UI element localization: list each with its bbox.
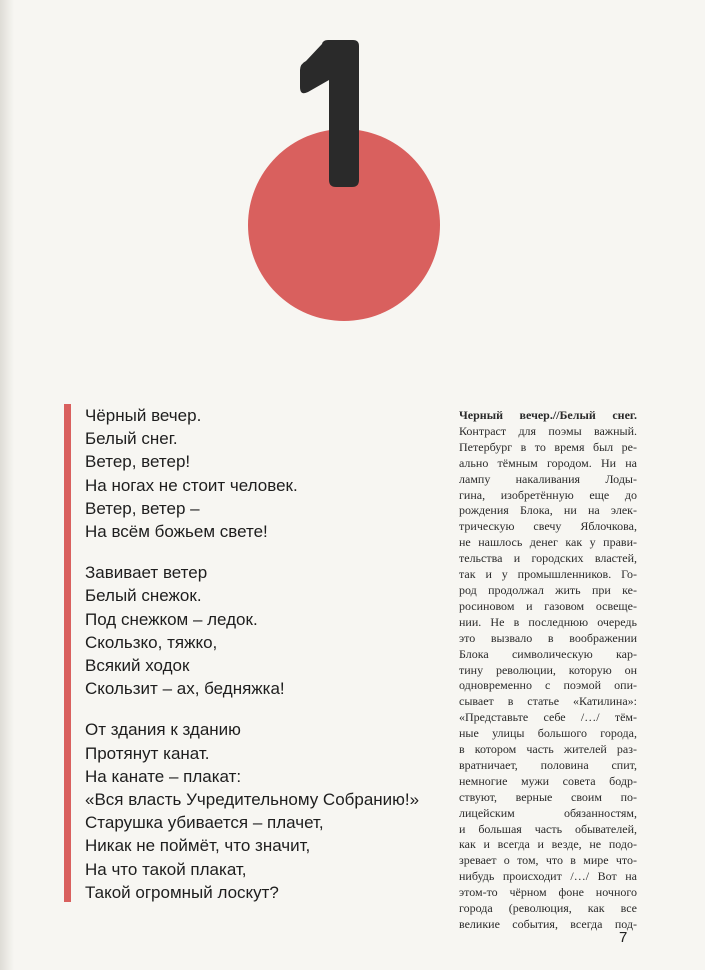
commentary-line: ально тёмным городом. Ни на — [459, 455, 637, 470]
poem-line: Такой огромный лоскут? — [85, 882, 279, 902]
commentary-line: Блока символическую кар- — [459, 646, 637, 661]
commentary-line: Контраст для поэмы важный. — [459, 423, 637, 438]
poem-line: Чёрный вечер. — [85, 406, 202, 425]
poem-line: Скользит – ах, бедняжка! — [85, 679, 285, 699]
poem-line: На канате – плакат: — [85, 766, 242, 786]
commentary-line: Петербург в то время был ре- — [459, 439, 637, 454]
commentary-line: гина, изобретённую еще до — [459, 487, 637, 502]
poem-line: На всём божьем свете! — [85, 522, 268, 542]
commentary-line: лицейским обязанностям, — [459, 805, 637, 820]
poem-line: Старушка убивается – плачет, — [85, 813, 324, 833]
poem-line: Скользко, тяжко, — [85, 632, 218, 652]
poem-line: Под снежком – ледок. — [85, 609, 258, 629]
poem-line: Ветер, ветер – — [85, 498, 200, 518]
poem-line: Никак не поймёт, что значит, — [85, 836, 311, 856]
commentary-line: вратничает, половина спит, — [459, 757, 637, 772]
poem-line: «Вся власть Учредительному Собранию!» — [85, 790, 420, 810]
commentary-line: лампу накаливания Лоды- — [459, 471, 637, 486]
stanza-1 — [85, 404, 404, 543]
commentary-line: росиновом и газовом освеще- — [459, 598, 637, 613]
poem-line: На ногах не стоит человек. — [85, 475, 298, 495]
commentary-line: это вызвало в воображении — [459, 630, 637, 645]
stanza-3 — [85, 718, 420, 904]
commentary-line: трическую свечу Яблочкова, — [459, 519, 637, 534]
commentary-line: «Представьте себе /…/ тём- — [459, 710, 637, 725]
poem-line: Ветер, ветер! — [85, 452, 191, 472]
page-gutter-shadow — [0, 0, 14, 970]
poem-line: Завивает ветер — [85, 563, 208, 583]
commentary-line: нии. Не в последнюю очередь — [459, 614, 637, 629]
commentary-line: ствуют, верные своим по- — [459, 789, 637, 804]
commentary-line: города (революция, как все — [459, 901, 637, 916]
commentary-line: сывает в статье «Катилина»: — [459, 694, 637, 709]
commentary-line: немногие мужи совета бодр- — [459, 773, 637, 788]
poem-line: Белый снежок. — [85, 586, 202, 606]
poem-block — [64, 404, 420, 902]
chapter-number-one — [298, 40, 360, 188]
commentary-line: нибудь происходит /…/ Вот на — [459, 869, 637, 884]
commentary-line: ные улицы большого города, — [459, 726, 637, 741]
poem-line: Протянут канат. — [85, 743, 210, 763]
commentary-line: рождения Блока, ни на элек- — [459, 503, 637, 518]
commentary-line: и большая часть обывателей, — [459, 821, 637, 836]
commentary-lead: Черный вечер.//Белый снег. — [459, 408, 637, 422]
stanza-2 — [85, 561, 404, 700]
commentary-line: не нашлось денег как у прави- — [459, 535, 637, 550]
numeral-one-glyph — [300, 40, 359, 187]
commentary-line: как и всегда и везде, не подо- — [459, 837, 637, 852]
commentary-column — [459, 408, 637, 933]
commentary-line: род продолжал жить при ке- — [459, 582, 637, 597]
commentary-line: этом-то чёрном фоне ночного — [459, 885, 637, 900]
page-number: 7 — [619, 929, 628, 946]
commentary-line: в котором часть жителей раз- — [459, 742, 637, 757]
poem-line: Белый снег. — [85, 429, 178, 449]
commentary-line: так и у промышленников. Го- — [459, 567, 637, 582]
commentary-line: одновременно с поэмой опи- — [459, 678, 637, 693]
poem-line: На что такой плакат, — [85, 859, 247, 879]
poem-line: От здания к зданию — [85, 720, 241, 740]
commentary-line: великие события, всегда под- — [459, 917, 637, 931]
commentary-line: тельства и городских властей, — [459, 551, 637, 566]
poem-line: Всякий ходок — [85, 656, 190, 676]
commentary-line: тину революции, которую он — [459, 662, 637, 677]
commentary-line: зревает о том, что в мире что- — [459, 853, 637, 868]
